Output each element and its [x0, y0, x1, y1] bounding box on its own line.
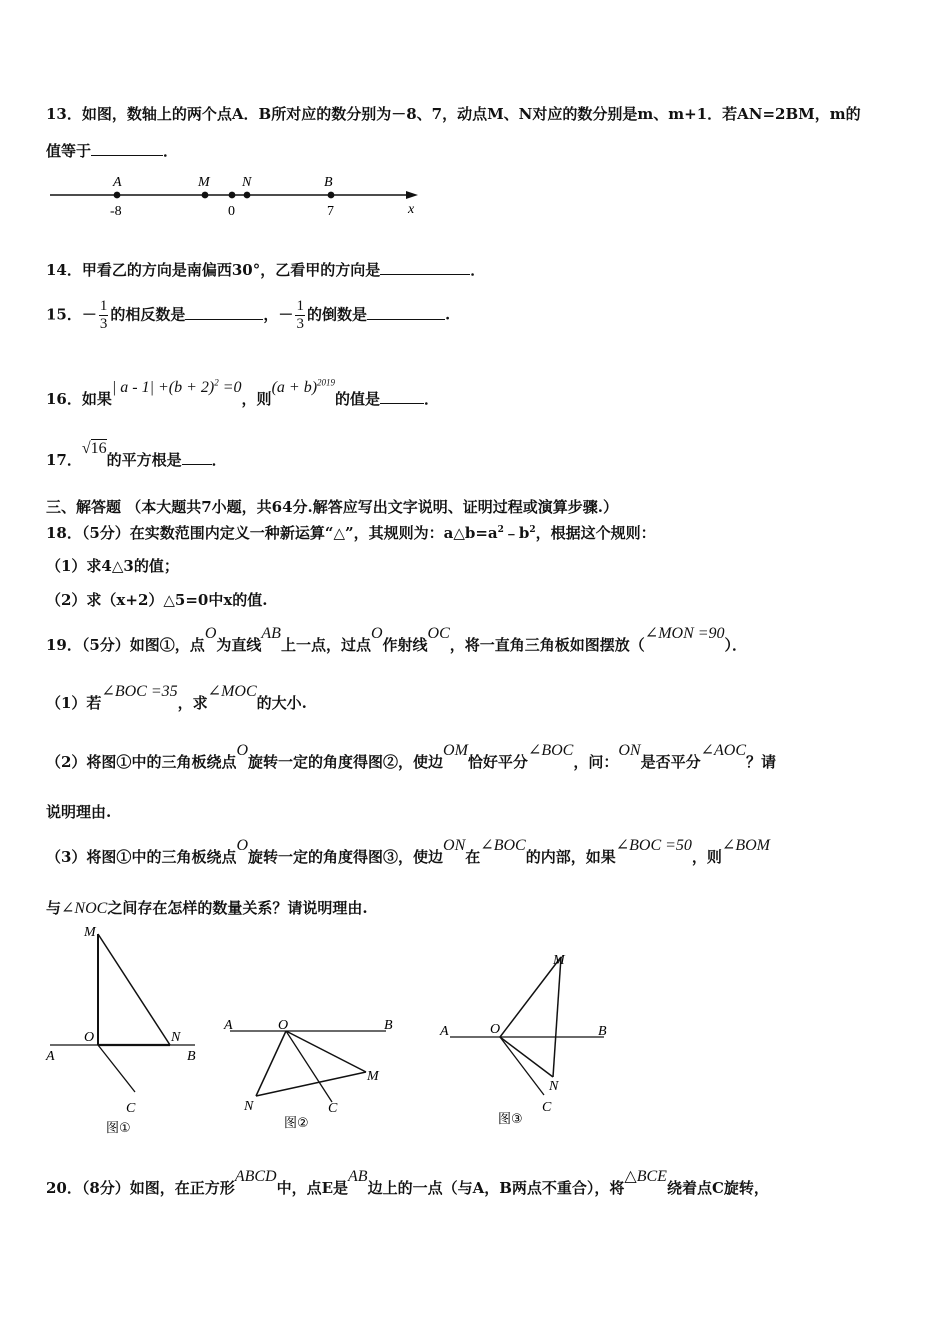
fig1-label-n: N [171, 1030, 181, 1045]
q18-sup1: 2 [497, 525, 504, 535]
q19-p2-c: 恰好平分 [467, 753, 528, 771]
figure-3 [436, 945, 626, 1135]
math-o: O [370, 625, 383, 642]
q17-end: ． [211, 451, 227, 469]
q15-part2: 的倒数是 [306, 305, 367, 324]
q19-p2-d: ，问： [573, 753, 619, 771]
axis-arrow-icon [406, 191, 418, 199]
q19-p3-d: 的内部，如果 [525, 848, 616, 866]
q19-p2-a: （2）将图①中的三角板绕点 [46, 753, 237, 771]
q19-p3-f: 与 [46, 899, 62, 917]
figure-2 [218, 1010, 403, 1140]
fig1-mn [98, 934, 170, 1045]
q20-b: 中，点E是 [276, 1179, 349, 1197]
q16-sq: 2 [214, 377, 219, 388]
q19-b: 为直线 [216, 636, 262, 654]
q16-expr2-text: (a + b) [271, 379, 318, 396]
math-o: O [204, 625, 217, 642]
q16-num: 16．如果 [46, 390, 112, 408]
sqrt-icon: √ [81, 440, 91, 457]
section3-heading: 三、解答题 （本大题共7小题，共64分.解答应写出文字说明、证明过程或演算步骤.） [46, 498, 618, 516]
q20-c: 边上的一点（与A，B两点不重合），将 [367, 1179, 625, 1197]
q15-end: . [444, 305, 451, 324]
math-boc35: ∠BOC =35 [101, 683, 178, 700]
q19-stem [46, 625, 748, 655]
fig2-label-m: M [367, 1069, 379, 1084]
math-ab: AB [348, 1168, 368, 1185]
q18-part2: （2）求（x+2）△5=0中x的值. [46, 591, 268, 609]
fraction-one-third-2 [295, 298, 305, 333]
math-bom: ∠BOM [721, 837, 770, 854]
q20 [46, 1168, 769, 1198]
fig2-oc [286, 1031, 332, 1102]
q17 [46, 440, 227, 470]
q15-part1: 的相反数是 [110, 305, 186, 324]
math-moc: ∠MOC [207, 683, 257, 700]
fig2-label-c: C [328, 1101, 338, 1116]
q18-stem-c: ，根据这个规则： [535, 524, 656, 542]
q15 [46, 298, 450, 333]
fig2-on [256, 1031, 286, 1096]
answer-blank [185, 305, 263, 320]
math-o: O [236, 837, 249, 854]
q13-suffix: ． [163, 142, 179, 160]
point-zero-dot [229, 192, 236, 199]
q14 [46, 259, 485, 280]
q19-p2-b: 旋转一定的角度得图②，使边 [248, 753, 444, 771]
fig1-label-c: C [126, 1101, 136, 1116]
q19-p2-e: 是否平分 [640, 753, 701, 771]
fig2-label-b: B [384, 1018, 393, 1033]
q19-p3-a: （3）将图①中的三角板绕点 [46, 848, 237, 866]
label-a: A [113, 175, 122, 190]
q15-num: 15． [46, 305, 82, 324]
math-boc: ∠BOC [527, 742, 574, 759]
q16-exp: 2019 [317, 377, 336, 388]
q19-e: ，将一直角三角板如图摆放（ [449, 636, 645, 654]
q20-a: 20．（8分）如图，在正方形 [46, 1179, 235, 1197]
figure-1 [40, 920, 215, 1140]
q14-suffix: ． [470, 261, 486, 279]
q19-c: 上一点，过点 [280, 636, 371, 654]
axis-label-x: x [408, 202, 415, 217]
q15-minus: － [81, 305, 97, 324]
q19-part3-cont [46, 897, 368, 918]
q19-a: 19．（5分）如图①，点 [46, 636, 205, 654]
label-b: B [324, 175, 333, 190]
q19-p3-b: 旋转一定的角度得图③，使边 [248, 848, 444, 866]
q19-p2-f: ？请 [746, 753, 777, 771]
frac-num: 1 [296, 298, 304, 314]
point-a-dot [114, 192, 121, 199]
fig1-caption: 图① [106, 1121, 131, 1136]
q13-line2 [46, 140, 178, 161]
point-n-dot [244, 192, 251, 199]
fig3-label-o: O [490, 1022, 501, 1037]
q17-text: 的平方根是 [106, 451, 182, 469]
fig1-label-b: B [187, 1049, 196, 1064]
q19-p1-c: 的大小. [256, 694, 307, 712]
q19-part2 [46, 742, 777, 772]
fig1-label-o: O [84, 1030, 95, 1045]
math-oc: OC [427, 625, 450, 642]
fig3-om [500, 957, 561, 1037]
q19-d: 作射线 [382, 636, 428, 654]
fig3-label-b: B [598, 1024, 607, 1039]
q16-expr2 [272, 379, 335, 396]
fig1-label-m: M [84, 925, 96, 940]
tick-7: 7 [327, 204, 334, 219]
sqrt-radicand: 16 [90, 440, 107, 457]
q16-end: ． [424, 390, 440, 408]
point-b-dot [328, 192, 335, 199]
q20-d: 绕着点C旋转， [666, 1179, 769, 1197]
math-abcd: ABCD [234, 1168, 277, 1185]
answer-blank [367, 305, 445, 320]
math-on: ON [618, 742, 641, 759]
math-mon: ∠MON =90 [644, 625, 725, 642]
fig1-oc [98, 1045, 135, 1092]
tick-neg8: -8 [110, 204, 122, 219]
fig3-label-a: A [440, 1024, 449, 1039]
math-bce: △BCE [624, 1168, 667, 1185]
fig2-nm [256, 1072, 366, 1096]
q19-p1-a: （1）若 [46, 694, 102, 712]
q13-line1: 13．如图，数轴上的两个点A．B所对应的数分别为－8、7，动点M、N对应的数分别是m、m+1．若AN=2BM，m的 [46, 105, 861, 123]
sqrt-16 [82, 440, 107, 457]
math-boc: ∠BOC [480, 837, 526, 854]
tick-0: 0 [228, 204, 235, 219]
math-o: O [236, 742, 249, 759]
fig2-om [286, 1031, 366, 1072]
label-m: M [198, 175, 210, 190]
q16-tail: 的值是 [335, 390, 381, 408]
q16-expr-text: | a - 1| +(b + 2) [111, 379, 215, 396]
point-m-dot [202, 192, 209, 199]
fig3-label-m: M [553, 953, 565, 968]
q18-stem-a: 18．（5分）在实数范围内定义一种新运算“△”，其规则为：a△b=a [46, 524, 498, 542]
fig3-label-c: C [542, 1100, 552, 1115]
fig3-mn [553, 957, 561, 1077]
frac-num: 1 [99, 298, 108, 314]
math-ab: AB [261, 625, 281, 642]
q19-p3-e: ，则 [691, 848, 722, 866]
frac-den: 3 [296, 316, 304, 332]
fig2-label-n: N [244, 1099, 254, 1114]
answer-blank [380, 260, 470, 275]
q16-expr [112, 379, 242, 396]
q16 [46, 377, 440, 409]
q19-part3 [46, 837, 770, 867]
q19-p3-g: 之间存在怎样的数量关系？请说明理由. [107, 899, 368, 917]
frac-den: 3 [99, 316, 108, 332]
label-n: N [242, 175, 252, 190]
fig2-label-o: O [278, 1018, 289, 1033]
math-on: ON [443, 837, 466, 854]
q15-minus-2: － [278, 305, 294, 324]
number-line-figure [44, 170, 434, 222]
q19-f: ）． [724, 636, 748, 654]
q19-part2-cont: 说明理由. [46, 803, 112, 821]
q18-part1: （1）求4△3的值； [46, 557, 179, 575]
q16-eq: =0 [218, 379, 242, 396]
fraction-one-third [99, 298, 109, 333]
fig3-caption: 图③ [498, 1112, 523, 1127]
q16-then: ，则 [241, 390, 272, 408]
fig2-caption: 图② [284, 1116, 309, 1131]
q17-num: 17． [46, 451, 82, 469]
q18-stem-b: ﹣b [503, 524, 530, 542]
q13-prefix: 值等于 [46, 142, 92, 160]
q18-stem [46, 522, 656, 543]
answer-blank [91, 141, 163, 156]
q19-p1-b: ，求 [177, 694, 208, 712]
q15-sep: ， [263, 305, 279, 324]
q19-part1 [46, 683, 307, 713]
fig3-label-n: N [549, 1079, 559, 1094]
math-om: OM [443, 742, 468, 759]
fig1-label-a: A [46, 1049, 55, 1064]
answer-blank [182, 450, 212, 465]
math-boc50: ∠BOC =50 [615, 837, 692, 854]
math-noc: ∠NOC [61, 900, 108, 917]
math-aoc: ∠AOC [700, 742, 747, 759]
q18-sup2: 2 [529, 525, 536, 535]
fig2-label-a: A [224, 1018, 233, 1033]
q19-p3-c: 在 [465, 848, 481, 866]
q14-text: 14．甲看乙的方向是南偏西30°，乙看甲的方向是 [46, 261, 381, 279]
answer-blank [380, 389, 424, 404]
